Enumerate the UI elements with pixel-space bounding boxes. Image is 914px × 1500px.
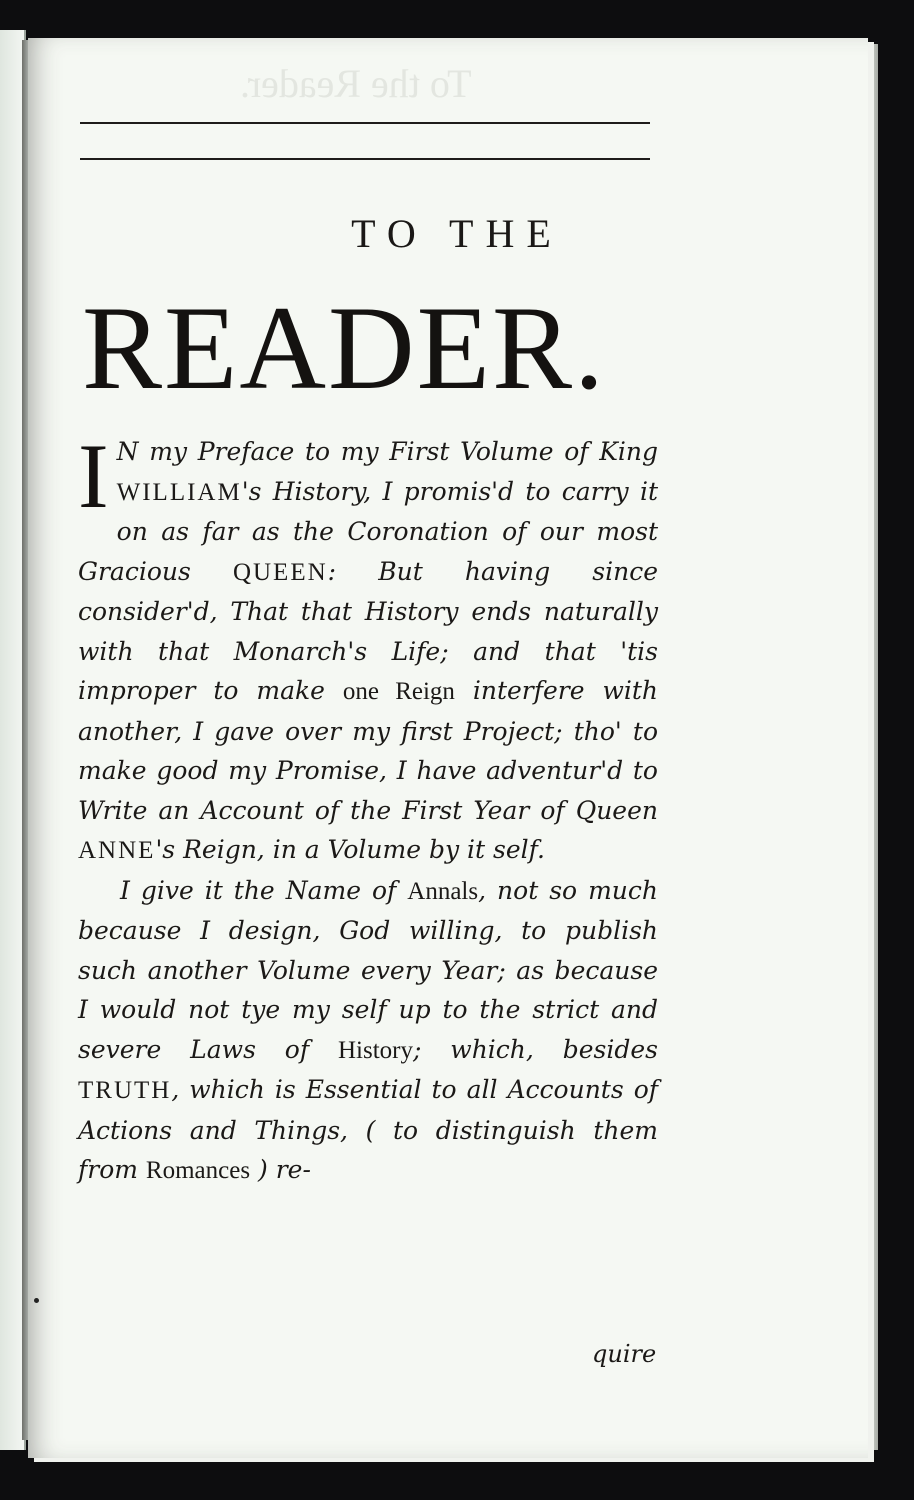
show-through-text: To the Reader.	[240, 61, 472, 106]
roman-run: one Reign	[342, 678, 455, 705]
small-caps-run: TRUTH	[78, 1077, 172, 1104]
text-run: 's Reign, in a Volume by it self.	[155, 835, 545, 864]
small-caps-run: WILLIAM	[116, 478, 242, 506]
heading-reader: READER.	[82, 281, 606, 414]
drop-cap: I	[78, 425, 109, 527]
small-caps-run: QUEEN	[232, 558, 328, 586]
text-run: I give it the Name of	[120, 875, 408, 905]
text-run: : But having since consider'd, That that History ends naturally with that Monarch's Life; and that 'tis improper to make	[78, 556, 658, 705]
text-run: ; which, besides	[413, 1034, 658, 1064]
text-run: 's History, I promis'd to carry it on as far as the Coronation of our most Gracious	[78, 476, 658, 586]
text-run: , not so much because I design, God willing, to publish such another Volume every Year; as because I would not tye my self up to the strict and severe Laws of	[78, 875, 659, 1064]
second-rule	[80, 158, 650, 160]
text-run: N my Preface to my First Volume of King	[116, 437, 658, 466]
top-rule	[80, 122, 650, 124]
small-caps-run: ANNE	[78, 837, 156, 864]
margin-mark	[34, 1298, 39, 1303]
text-run: interfere with another, I gave over my first Project; tho' to make good my Promise, I have adventur'd to Write an Account of the First Year of Queen	[78, 676, 658, 825]
catchword: quire	[592, 1340, 657, 1368]
roman-run: History	[338, 1036, 413, 1064]
heading-to-the: TO THE	[351, 211, 563, 256]
body-text	[78, 425, 659, 1191]
text-run: ) re-	[250, 1155, 311, 1184]
roman-run: Annals	[407, 877, 479, 905]
text-run: , which is Essential to all Accounts of Actions and Things, ( to distinguish them from	[78, 1075, 658, 1184]
paragraph-1	[78, 425, 658, 871]
roman-run: Romances	[145, 1157, 251, 1184]
paragraph-2	[78, 871, 658, 1191]
